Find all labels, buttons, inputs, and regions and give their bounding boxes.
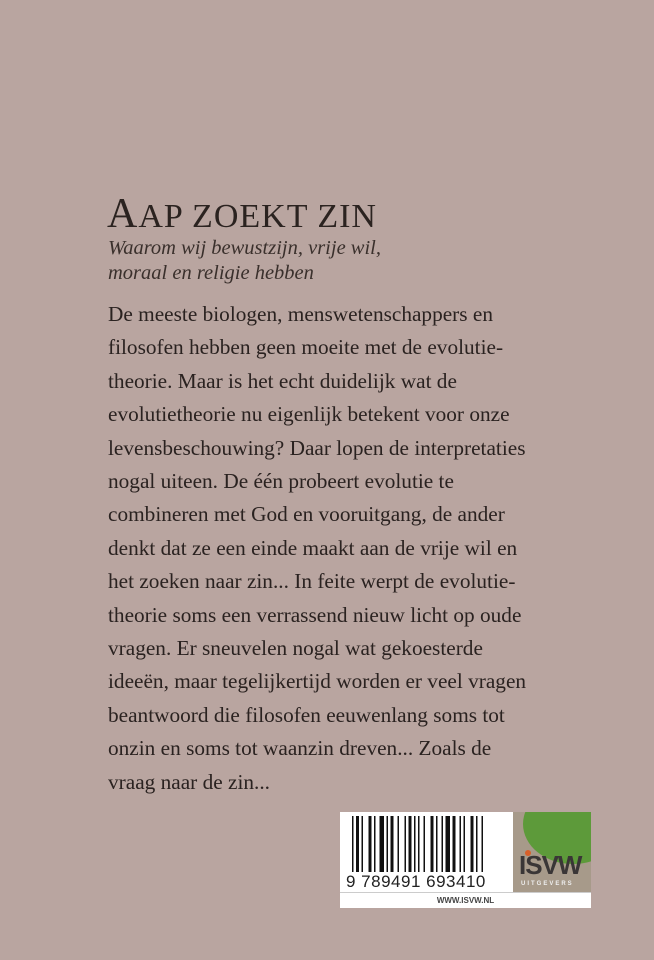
barcode-bar — [374, 816, 376, 872]
barcode-bar — [446, 816, 451, 872]
publisher-tagline: UITGEVERS — [521, 881, 574, 887]
blurb-line: nogal uiteen. De één probeert evolutie te — [108, 469, 454, 494]
blurb-line: het zoeken naar zin... In feite werpt de evolutie- — [108, 569, 516, 594]
barcode-bar — [398, 816, 400, 872]
blurb-line: vragen. Er sneuvelen nogal wat gekoesterde — [108, 636, 483, 661]
barcode-bar — [409, 816, 412, 872]
barcode-bar — [453, 816, 456, 872]
barcode-bar — [471, 816, 474, 872]
barcode-bar — [414, 816, 416, 872]
barcode-bar — [352, 816, 354, 872]
barcode — [350, 816, 515, 872]
isbn-number: 9 789491 693410 — [346, 872, 486, 891]
barcode-bar — [424, 816, 426, 872]
blurb-line: beantwoord die filosofen eeuwenlang soms tot — [108, 702, 505, 727]
barcode-bar — [431, 816, 434, 872]
blurb-line: denkt dat ze een einde maakt aan de vrije wil en — [108, 535, 518, 560]
publisher-url: WWW.ISVW.NL — [340, 892, 591, 908]
book-title — [107, 191, 377, 237]
publisher-logo — [513, 812, 591, 892]
barcode-bar — [442, 816, 444, 872]
title-initial: A — [107, 191, 139, 237]
book-subtitle — [108, 236, 381, 286]
barcode-bar — [476, 816, 478, 872]
publisher-name: ISVW — [519, 850, 582, 880]
blurb-line: ideeën, maar tegelijkertijd worden er veel vragen — [108, 669, 527, 694]
subtitle-line: Waarom wij bewustzijn, vrije wil, — [108, 237, 381, 259]
barcode-bar — [464, 816, 466, 872]
blurb-line: theorie. Maar is het echt duidelijk wat de — [108, 368, 457, 393]
blurb-line: vraag naar de zin... — [108, 769, 271, 794]
blurb-line: De meeste biologen, menswetenschappers en — [108, 302, 493, 326]
barcode-bar — [482, 816, 484, 872]
barcode-bar — [387, 816, 389, 872]
barcode-bar — [436, 816, 438, 872]
blurb-line: theorie soms een verrassend nieuw licht op oude — [108, 602, 522, 627]
barcode-bar — [356, 816, 359, 872]
barcode-bar — [391, 816, 394, 872]
title-rest: AP ZOEKT ZIN — [138, 198, 377, 235]
blurb-line: levensbeschouwing? Daar lopen de interpretaties — [108, 435, 526, 460]
subtitle-line: moraal en religie hebben — [108, 262, 314, 284]
barcode-bar — [362, 816, 364, 872]
blurb-line: evolutietheorie nu eigenlijk betekent voor onze — [108, 402, 510, 427]
barcode-bar — [380, 816, 385, 872]
barcode-bar — [369, 816, 372, 872]
blurb-line: filosofen hebben geen moeite met de evolutie- — [108, 335, 504, 360]
blurb-text — [108, 298, 608, 799]
barcode-bar — [405, 816, 407, 872]
barcode-bar — [418, 816, 420, 872]
blurb-line: combineren met God en vooruitgang, de ander — [108, 502, 505, 527]
barcode-label — [340, 812, 591, 908]
blurb-line: onzin en soms tot waanzin dreven... Zoals de — [108, 736, 492, 761]
barcode-bar — [460, 816, 462, 872]
